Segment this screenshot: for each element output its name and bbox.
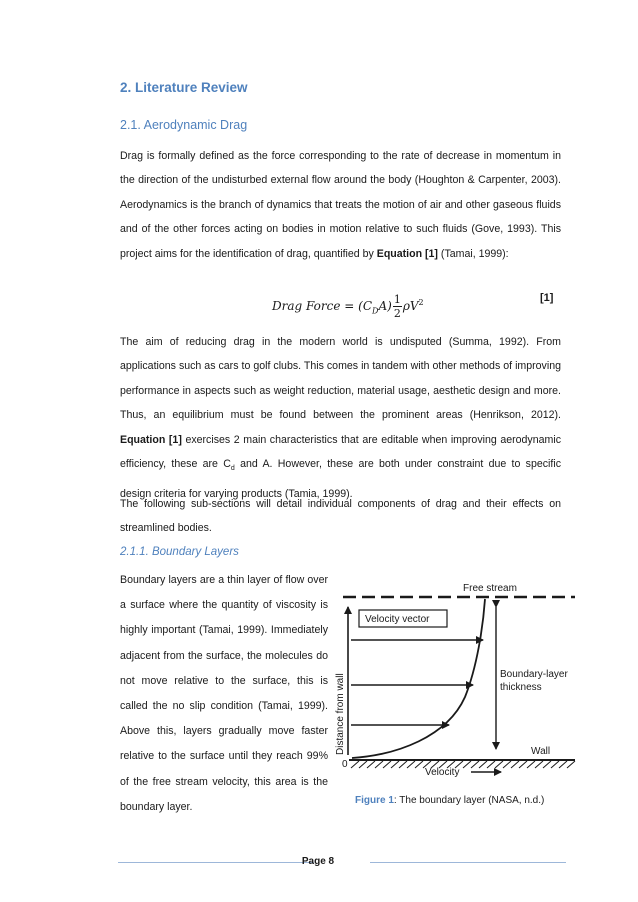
paragraph-text: exercises 2 main characteristics that are editable when improving aerodynamic efficiency, these are C — [120, 433, 561, 471]
paragraph-text: (Tamai, 1999): — [437, 247, 509, 260]
fraction-denominator: 2 — [393, 307, 401, 320]
caption-label: Figure 1 — [355, 795, 394, 806]
equation-coefficient-open: (C — [358, 299, 373, 313]
section-heading: 2. Literature Review — [120, 80, 248, 95]
page-number: Page 8 — [301, 856, 335, 867]
velocity-label: Velocity — [425, 767, 460, 778]
boundary-layer-figure — [337, 577, 577, 777]
equation-fraction — [393, 293, 402, 320]
equation-number: [1] — [540, 292, 554, 304]
equation-rho-v: ρV — [402, 299, 419, 313]
equation-lhs: Drag Force — [272, 299, 341, 313]
wall-hatching — [351, 761, 575, 768]
cd-subscript: d — [230, 465, 235, 473]
equation-reference: Equation [1] — [376, 247, 438, 260]
wall-label: Wall — [531, 746, 551, 757]
footer-rule-right — [370, 862, 566, 863]
equation-coefficient-close: A) — [378, 299, 392, 313]
subsubsection-heading: 2.1.1. Boundary Layers — [120, 546, 239, 558]
boundary-layer-label: Boundary-layer — [500, 669, 568, 680]
thickness-label: thickness — [500, 682, 542, 693]
footer-rule-left — [118, 862, 314, 863]
free-stream-label: Free stream — [463, 583, 517, 594]
figure-caption — [355, 795, 544, 806]
origin-label: 0 — [342, 759, 348, 770]
equation-equals: = — [340, 299, 359, 313]
paragraph-text: and A. However, these are both under constraint due to specific design criteria for varying products (Tamia, 1999). — [120, 458, 561, 500]
paragraph-boundary-layers: Boundary layers are a thin layer of flow over a surface where the quantity of viscosity is highly important (Tamai, 1999). Immediately adjacent from the surface, the molecules do not move relative to the surface, this is called the no slip condition (Tamai, 1999). Above this, layers gradually move faster relative to the surface until they reach 99% of the free stream velocity, this area is the boundary layer. — [120, 574, 328, 813]
distance-from-wall-label: Distance from wall — [335, 673, 346, 755]
subsection-heading: 2.1. Aerodynamic Drag — [120, 118, 248, 132]
paragraph-text: The aim of reducing drag in the modern world is undisputed (Summa, 1992). From applications such as cars to golf clubs. This comes in tandem with other methods of improving performance in aspects such as weight reduction, material usage, aesthetic design and more. Thus, an equilibrium must be found between the prominent areas (Henrikson, 2012). — [120, 336, 561, 422]
equation-coefficient-subscript: D — [372, 306, 379, 316]
equation-power: 2 — [418, 298, 424, 307]
paragraph-subsections-intro: The following sub-sections will detail individual components of drag and their effects on streamlined bodies. — [120, 498, 561, 535]
equation-reference: Equation [1] — [120, 433, 182, 446]
paragraph-aerodynamic-drag — [120, 144, 561, 266]
paragraph-text: Drag is formally defined as the force corresponding to the rate of decrease in momentum in the direction of the undisturbed external flow around the body (Houghton & Carpenter, 2003). Aerodynamics is the branch of dynamics that treats the motion of air and other gaseous fluids and of the other forces acting on bodies in motion relative to such fluids (Gove, 1993). This project aims for the identification of drag, quantified by — [120, 150, 561, 260]
caption-text: : The boundary layer (NASA, n.d.) — [393, 795, 545, 806]
velocity-vector-label: Velocity vector — [365, 614, 430, 625]
paragraph-drag-reduction — [120, 330, 561, 506]
fraction-numerator: 1 — [393, 293, 401, 306]
drag-force-equation — [272, 293, 424, 320]
